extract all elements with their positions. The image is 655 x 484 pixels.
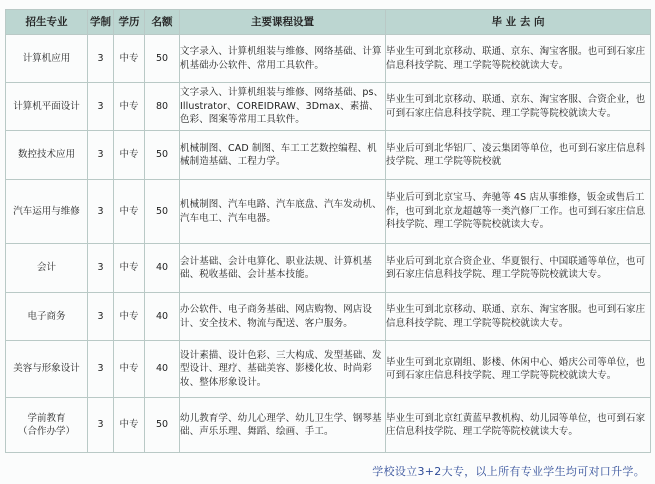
table-header-row xyxy=(6,10,651,35)
major-cell xyxy=(6,180,88,244)
header-quota: 名额 xyxy=(145,10,180,35)
destination-cell: 毕业后可到北京合资企业、华夏银行、中国联通等单位，也可到石家庄信息科技学院、理工学院等院校就读大专。 xyxy=(386,244,651,293)
major-cell xyxy=(6,293,88,341)
enrollment-table xyxy=(5,9,651,453)
destination-cell: 毕业生可到北京移动、联通、京东、淘宝客服、合资企业，也可到石家庄信息科技学院、理工学院等院校就读大专。 xyxy=(386,83,651,131)
major-name: 美容与形象设计 xyxy=(13,363,80,375)
table-row xyxy=(6,293,651,341)
table-row xyxy=(6,35,651,83)
years-cell: 3 xyxy=(88,131,114,180)
courses-cell: 会计基础、会计电算化、职业法规、计算机基础、税收基础、会计基本技能。 xyxy=(180,244,386,293)
major-name: 电子商务 xyxy=(27,310,66,322)
education-cell: 中专 xyxy=(114,244,145,293)
major-name: 数控技术应用 xyxy=(17,149,75,161)
quota-cell: 50 xyxy=(145,180,180,244)
footer-note: 学校设立3+2大专，以上所有专业学生均可对口升学。 xyxy=(372,465,645,478)
major-note: （合作办学） xyxy=(17,426,75,437)
major-cell xyxy=(6,244,88,293)
education-cell: 中专 xyxy=(114,398,145,453)
major-cell xyxy=(6,83,88,131)
courses-cell: 文字录入、计算机组装与维修、网络基础、计算机基础办公软件、常用工具软件。 xyxy=(180,35,386,83)
header-years: 学制 xyxy=(88,10,114,35)
major-cell xyxy=(6,398,88,453)
years-cell: 3 xyxy=(88,341,114,398)
major-name: 汽车运用与维修 xyxy=(13,205,80,217)
years-cell: 3 xyxy=(88,83,114,131)
major-name: 会计 xyxy=(36,262,56,274)
quota-cell: 40 xyxy=(145,293,180,341)
courses-cell: 机械制图、汽车电路、汽车底盘、汽车发动机、汽车电工、汽车电器。 xyxy=(180,180,386,244)
table-row xyxy=(6,83,651,131)
education-cell: 中专 xyxy=(114,131,145,180)
destination-cell: 毕业生可到北京移动、联通、京东、淘宝客服。也可到石家庄信息科技学院、理工学院等院校就读大专。 xyxy=(386,35,651,83)
table-row xyxy=(6,398,651,453)
major-name: 计算机应用 xyxy=(22,52,71,64)
courses-cell: 幼儿教育学、幼儿心理学、幼儿卫生学、钢琴基础、声乐乐理、舞蹈、绘画、手工。 xyxy=(180,398,386,453)
courses-cell: 办公软件、电子商务基础、网店购物、网店设计、安全技术、物流与配送、客户服务。 xyxy=(180,293,386,341)
quota-cell: 40 xyxy=(145,244,180,293)
destination-cell: 毕业生可到北京剧组、影楼、休闲中心、婚庆公司等单位，也可到石家庄信息科技学院、理工学院等院校就读大专。 xyxy=(386,341,651,398)
table-row xyxy=(6,180,651,244)
quota-cell: 50 xyxy=(145,35,180,83)
years-cell: 3 xyxy=(88,293,114,341)
quota-cell: 50 xyxy=(145,131,180,180)
destination-cell: 毕业后可到北京宝马、奔驰等 4S 店从事维修，钣金或售后工作，也可到北京龙超越等一类汽修厂工作。也可到石家庄信息科技学院、理工学院等院校就读大专。 xyxy=(386,180,651,244)
quota-cell: 50 xyxy=(145,398,180,453)
table-row xyxy=(6,341,651,398)
major-cell xyxy=(6,131,88,180)
education-cell: 中专 xyxy=(114,35,145,83)
years-cell: 3 xyxy=(88,35,114,83)
header-major: 招生专业 xyxy=(6,10,88,35)
courses-cell: 机械制图、CAD 制图、车工工艺数控编程、机械制造基础、工程力学。 xyxy=(180,131,386,180)
major-cell xyxy=(6,35,88,83)
destination-cell: 毕业生可到北京移动、联通、京东、淘宝客服。也可到石家庄信息科技学院、理工学院等院校就读大专。 xyxy=(386,293,651,341)
quota-cell: 80 xyxy=(145,83,180,131)
header-courses: 主要课程设置 xyxy=(180,10,386,35)
courses-cell: 设计素描、设计色彩、三大构成、发型基础、发型设计、理疗、基础美容、影楼化妆、时尚彩妆、整体形象设计。 xyxy=(180,341,386,398)
header-education: 学历 xyxy=(114,10,145,35)
destination-cell: 毕业后可到北华铝厂、凌云集团等单位，也可到石家庄信息科技学院、理工学院等院校就 xyxy=(386,131,651,180)
major-name: 计算机平面设计 xyxy=(13,100,80,112)
education-cell: 中专 xyxy=(114,180,145,244)
years-cell: 3 xyxy=(88,244,114,293)
table-row xyxy=(6,131,651,180)
years-cell: 3 xyxy=(88,398,114,453)
courses-cell: 文字录入、计算机组装与维修、网络基础、ps、Illustrator、COREIDRAW、3Dmax、素描、色彩、图案等常用工具软件。 xyxy=(180,83,386,131)
header-destination: 毕 业 去 向 xyxy=(386,10,651,35)
table-row xyxy=(6,244,651,293)
major-name: 学前教育 xyxy=(27,412,66,424)
destination-cell: 毕业生可到北京红黄蓝早教机构、幼儿园等单位，也可到石家庄信息科技学院、理工学院等院校就读大专。 xyxy=(386,398,651,453)
education-cell: 中专 xyxy=(114,83,145,131)
major-cell xyxy=(6,341,88,398)
years-cell: 3 xyxy=(88,180,114,244)
quota-cell: 40 xyxy=(145,341,180,398)
education-cell: 中专 xyxy=(114,293,145,341)
education-cell: 中专 xyxy=(114,341,145,398)
